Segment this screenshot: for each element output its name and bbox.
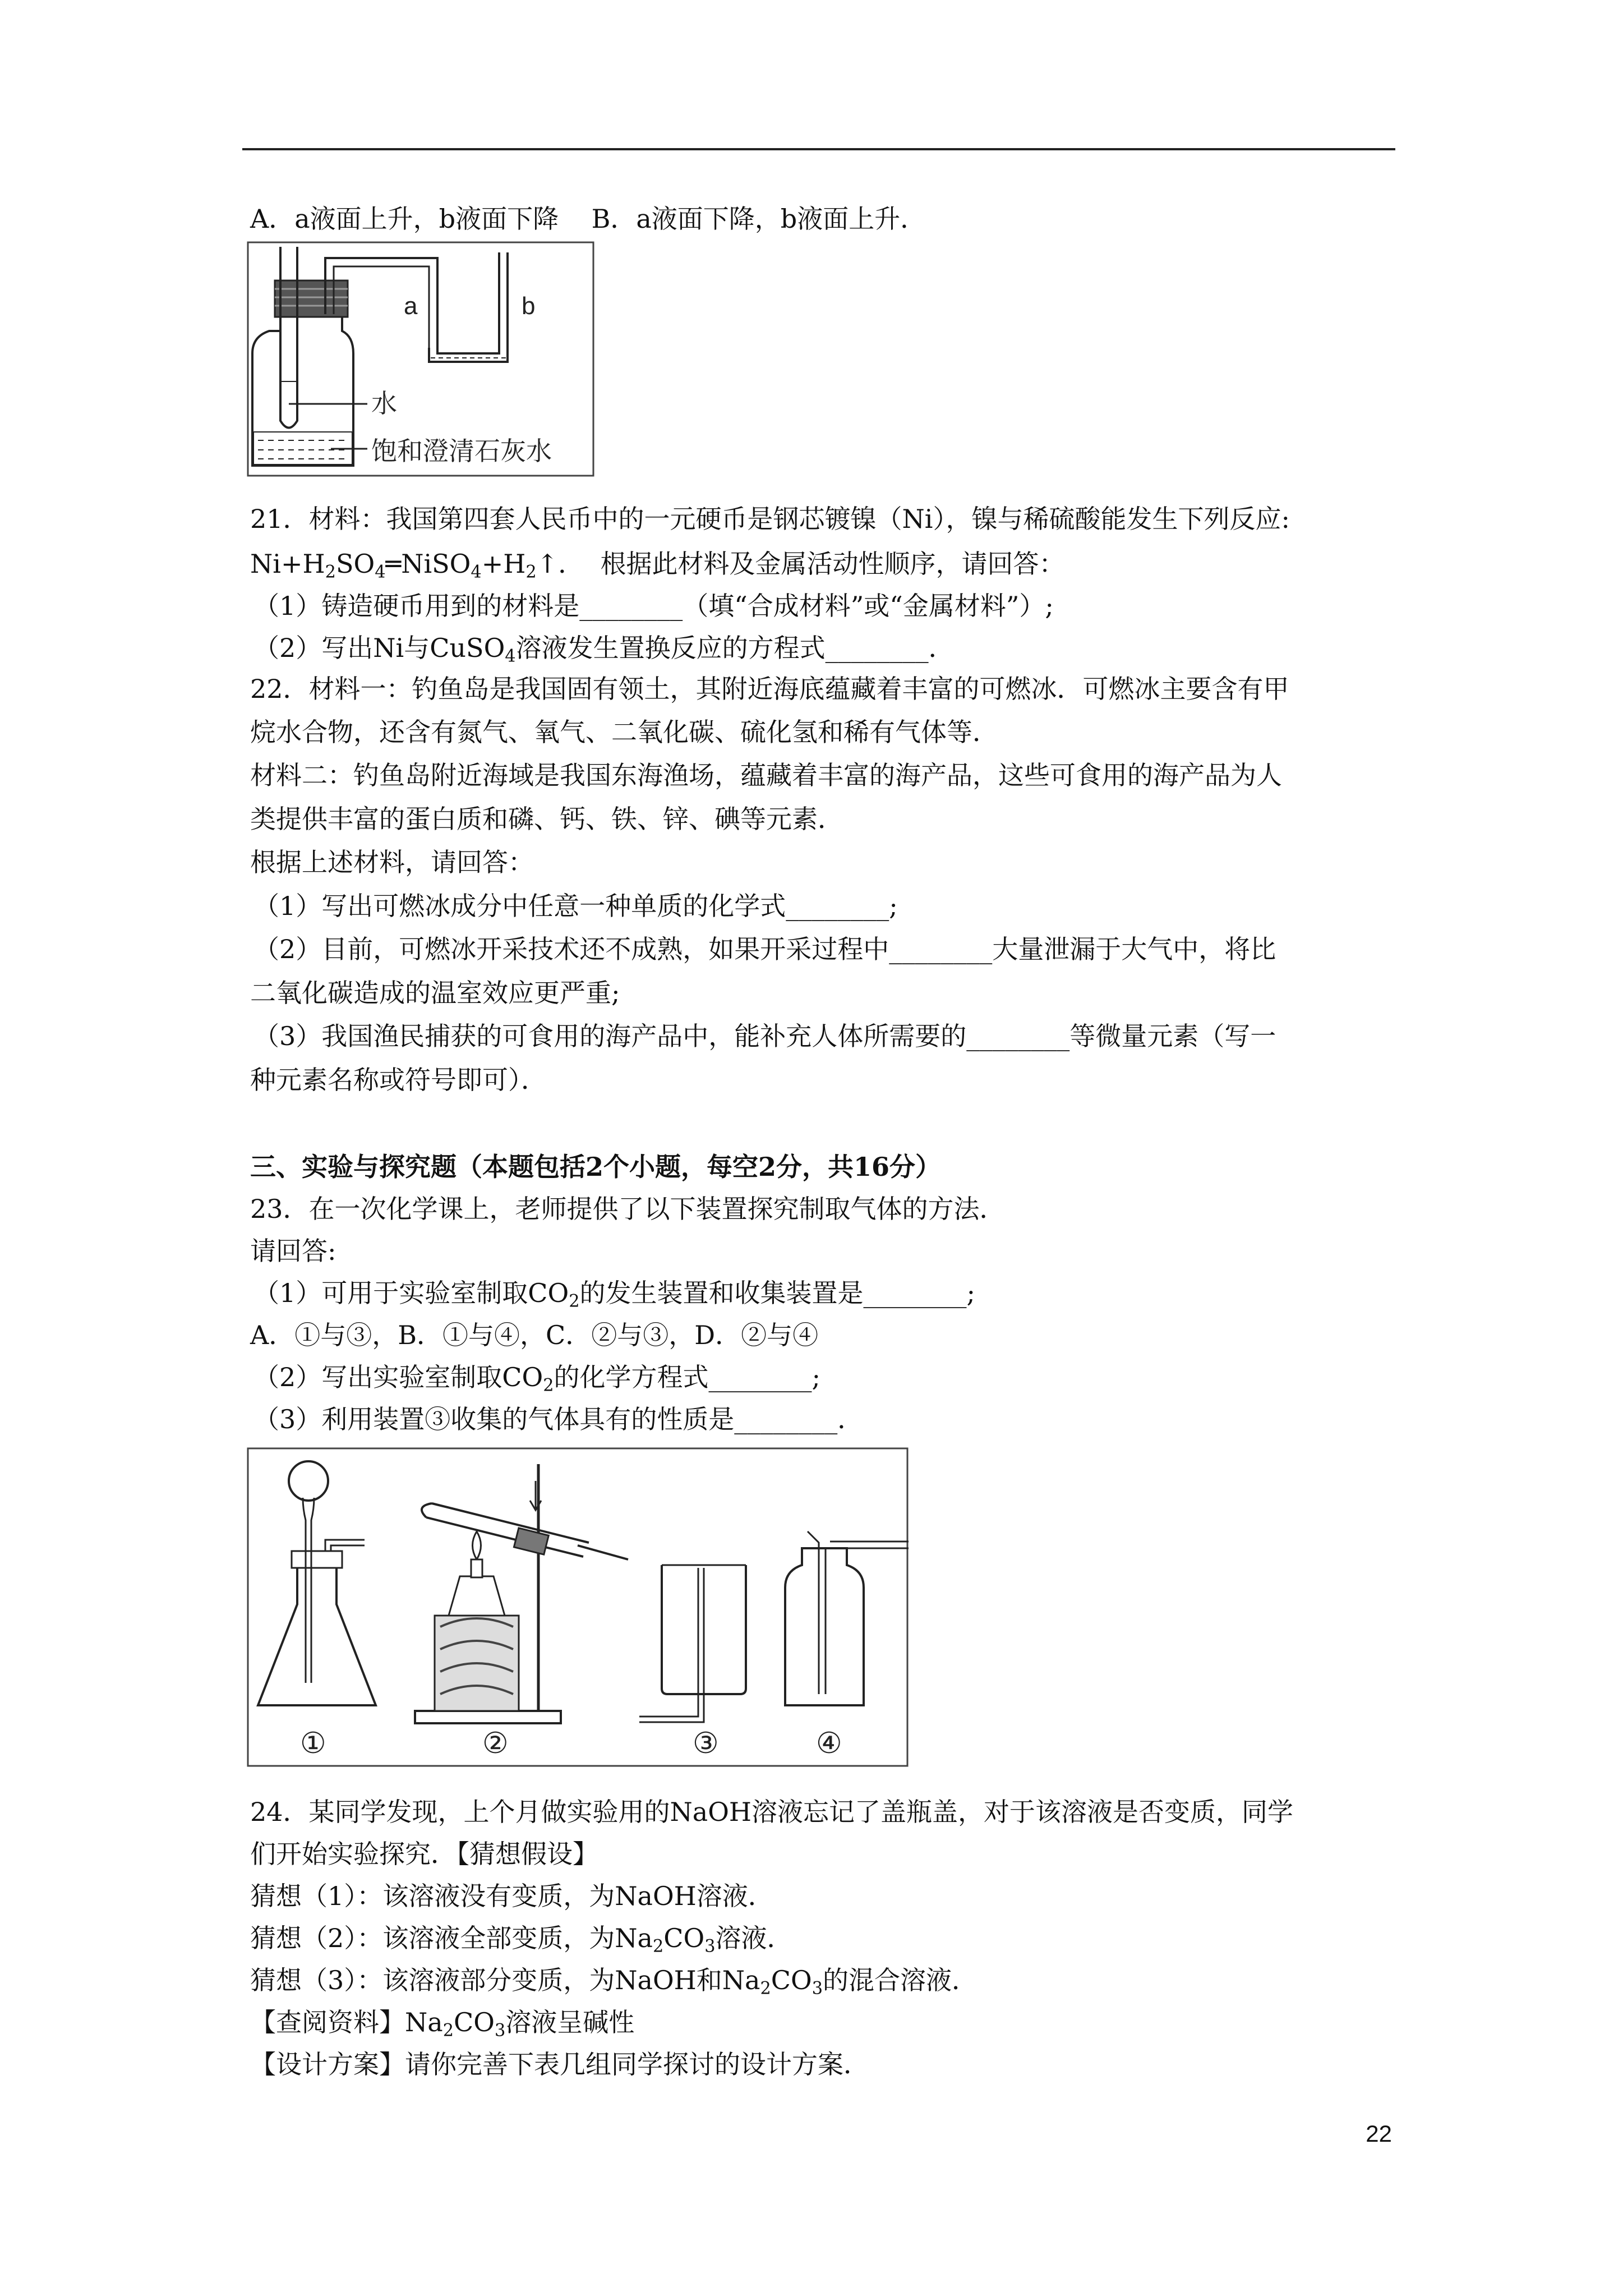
- q20-options: A．a液面上升，b液面下降 B．a液面下降，b液面上升．: [250, 204, 926, 234]
- q21-stem: 21．材料：我国第四套人民币中的一元硬币是钢芯镀镍（Ni），镍与稀硫酸能发生下列反应:: [250, 504, 1290, 534]
- q23-line6: （3）利用装置③收集的气体具有的性质是________．: [253, 1404, 864, 1434]
- q22-line10: 种元素名称或符号即可）．: [250, 1065, 547, 1095]
- q20-apparatus-figure: [247, 241, 594, 477]
- label-4: ④: [816, 1727, 842, 1760]
- q22-line7: （2）目前，可燃冰开采技术还不成熟，如果开采过程中________大量泄漏于大气中，将比: [253, 934, 1276, 964]
- bottle-outline: [252, 314, 353, 466]
- q23-line1: 23．在一次化学课上，老师提供了以下装置探究制取气体的方法．: [250, 1194, 1006, 1224]
- label-water: 水: [371, 389, 397, 418]
- q21-part1: （1）铸造硬币用到的材料是________（填“合成材料”或“金属材料”）;: [253, 591, 1054, 621]
- q24-line1: 24．某同学发现，上个月做实验用的NaOH溶液忘记了盖瓶盖，对于该溶液是否变质，同学: [250, 1797, 1294, 1827]
- label-2: ②: [482, 1727, 509, 1760]
- q22-line6: （1）写出可燃冰成分中任意一种单质的化学式________;: [253, 891, 898, 921]
- q22-line3: 材料二：钓鱼岛附近海域是我国东海渔场，蕴藏着丰富的海产品，这些可食用的海产品为人: [250, 760, 1282, 790]
- label-1: ①: [300, 1727, 326, 1760]
- q22-line1: 22．材料一：钓鱼岛是我国固有领土，其附近海底蕴藏着丰富的可燃冰．可燃冰主要含有甲: [250, 674, 1289, 704]
- q22-line4: 类提供丰富的蛋白质和磷、钙、铁、锌、碘等元素．: [250, 804, 843, 834]
- q23-line2: 请回答:: [250, 1236, 336, 1266]
- label-a: a: [404, 292, 418, 320]
- label-limewater: 饱和澄清石灰水: [371, 436, 552, 466]
- q22-line9: （3）我国渔民捕获的可食用的海产品中，能补充人体所需要的________等微量元素（写一: [253, 1021, 1276, 1051]
- u-tube: [437, 252, 499, 353]
- q23-line4: A．①与③，B．①与④，C．②与③，D．②与④: [250, 1320, 819, 1350]
- q24-line3: 猜想（1）：该溶液没有变质，为NaOH溶液．: [250, 1881, 774, 1911]
- q23-line5: （2）写出实验室制取$CO_2$的化学方程式________;: [253, 1362, 821, 1396]
- q22-line5: 根据上述材料，请回答：: [250, 847, 534, 877]
- q21-part2: （2）写出Ni与CuSO$_4$溶液发生置换反应的方程式________．: [253, 633, 955, 666]
- q22-line2: 烷水合物，还含有氮气、氧气、二氧化碳、硫化氢和稀有气体等．: [250, 717, 998, 747]
- q21-equation: $Ni+H_2SO_4═NiSO_4+H_2↑$． 根据此材料及金属活动性顺序，请回答：: [250, 549, 1065, 582]
- stopper: [275, 280, 348, 317]
- label-b: b: [522, 292, 536, 320]
- q24-line5: 猜想（3）：该溶液部分变质，为NaOH和$Na_2CO_3$的混合溶液．: [250, 1965, 978, 1999]
- q23-apparatus-figure: [247, 1447, 909, 1767]
- q24-line4: 猜想（2）：该溶液全部变质，为$Na_2CO_3$溶液．: [250, 1923, 793, 1957]
- label-3: ③: [693, 1727, 719, 1760]
- apparatus-4: [785, 1531, 909, 1705]
- q23-line3: （1）可用于实验室制取$CO_2$的发生装置和收集装置是________;: [253, 1278, 976, 1312]
- apparatus-2: [415, 1464, 628, 1723]
- apparatus-1: [258, 1461, 376, 1705]
- page-number: 22: [1366, 2120, 1392, 2147]
- q24-line6: 【查阅资料】$Na_2CO_3$溶液呈碱性: [250, 2007, 635, 2041]
- apparatus-3: [639, 1565, 746, 1722]
- header-rule: [242, 148, 1395, 150]
- q24-line7: 【设计方案】请你完善下表几组同学探讨的设计方案．: [250, 2049, 869, 2079]
- q22-line8: 二氧化碳造成的温室效应更严重;: [250, 978, 620, 1008]
- section3-heading: 三、实验与探究题（本题包括2个小题，每空2分，共16分）: [250, 1152, 942, 1182]
- test-tube: [280, 247, 297, 428]
- q24-line2: 们开始实验探究．【猜想假设】: [250, 1839, 598, 1869]
